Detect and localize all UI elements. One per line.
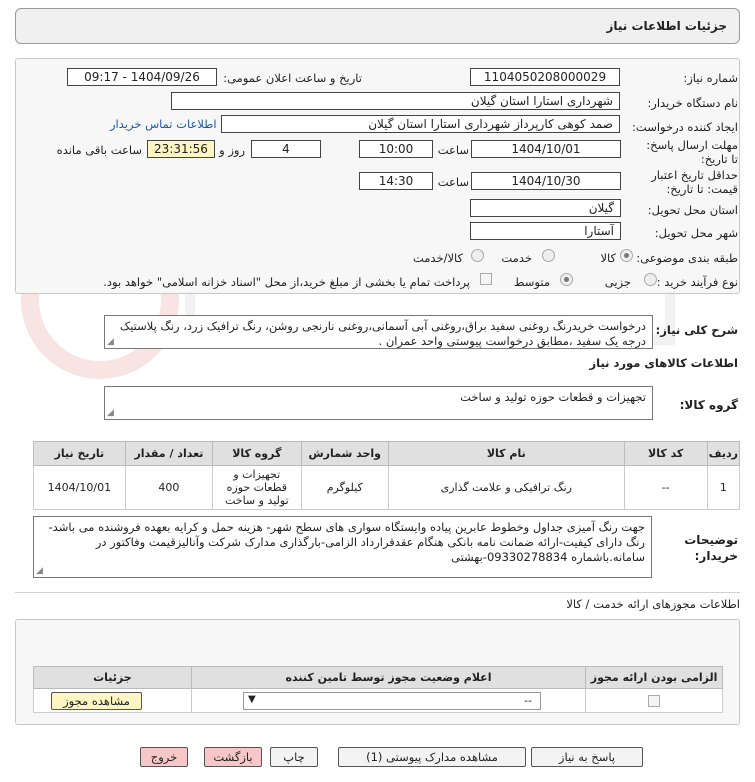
days-label: روز و: [219, 143, 245, 157]
col-name: نام کالا: [389, 442, 625, 466]
attachments-button[interactable]: مشاهده مدارک پیوستی (1): [338, 747, 526, 767]
remaining-label: ساعت باقی مانده: [56, 143, 142, 157]
col-required: الزامی بودن ارائه مجوز: [586, 667, 723, 689]
province-label: استان محل تحویل:: [647, 203, 738, 217]
col-group: گروه کالا: [213, 442, 301, 466]
print-button[interactable]: چاپ: [270, 747, 318, 767]
respond-button[interactable]: پاسخ به نیاز: [531, 747, 643, 767]
validity-date-field: 1404/10/30: [471, 172, 621, 190]
need-number-label: شماره نیاز:: [683, 71, 738, 85]
announce-datetime-field: 1404/09/26 - 09:17: [67, 68, 217, 86]
resize-grip-icon: ◢: [107, 337, 114, 347]
col-qty: تعداد / مقدار: [125, 442, 212, 466]
cell-group: تجهیزات و قطعات حوزه تولید و ساخت: [213, 466, 301, 510]
cell-row: 1: [707, 466, 739, 510]
col-date: تاریخ نیاز: [34, 442, 126, 466]
required-checkbox: [648, 695, 660, 707]
cell-name: رنگ ترافیکی و علامت گذاری: [389, 466, 625, 510]
page-title: جزئیات اطلاعات نیاز: [606, 19, 727, 33]
licenses-table-header: [34, 667, 723, 689]
back-button[interactable]: بازگشت: [204, 747, 262, 767]
buyer-org-field: شهرداری استارا استان گیلان: [171, 92, 620, 110]
contact-buyer-link[interactable]: اطلاعات تماس خریدار: [110, 117, 217, 131]
validity-time-label: ساعت: [437, 175, 469, 189]
buyer-notes-textarea: [33, 516, 652, 578]
min-validity-label: حداقل تاریخ اعتبار قیمت: تا تاریخ:: [651, 168, 738, 196]
cell-code: --: [624, 466, 707, 510]
category-radio-goods[interactable]: [620, 249, 633, 262]
cell-unit: کیلوگرم: [301, 466, 388, 510]
license-status-select[interactable]: [243, 692, 541, 710]
buyer-notes-label: توضیحات خریدار:: [684, 533, 738, 563]
validity-time-field: 14:30: [359, 172, 433, 190]
treasury-checkbox[interactable]: [480, 273, 492, 285]
col-unit: واحد شمارش: [301, 442, 388, 466]
need-number-field: 1104050208000029: [470, 68, 620, 86]
goods-group-textarea: [104, 386, 653, 420]
category-goods-label: کالا: [600, 251, 616, 265]
description-textarea: [104, 315, 653, 349]
creator-field: صمد کوهی کارپرداز شهرداری استارا استان گیلان: [221, 115, 620, 133]
process-radio-minor[interactable]: [644, 273, 657, 286]
buyer-notes-text: جهت رنگ آمیزی جداول وخطوط عابرین پیاده وایستگاه سواری های سطح شهر- هزینه حمل و کرایه بعهده فروشنده می باشد-رنگ دارای کیفیت-ارائه ضمانت نامه بانکی هنگام عقدقرارداد الزامی-بارگذاری مدارک شرکت وآنالیزقیمت وفاکتور در سامانه.باشماره 09330278834-بهشتی: [48, 520, 645, 564]
province-field: گیلان: [470, 199, 621, 217]
resize-grip-icon: ◢: [107, 408, 114, 418]
treasury-note: پرداخت تمام یا بخشی از مبلغ خرید،از محل "اسناد خزانه اسلامی" خواهد بود.: [103, 275, 470, 289]
deadline-time-field: 10:00: [359, 140, 433, 158]
page-header: [15, 8, 740, 44]
announce-label: تاریخ و ساعت اعلان عمومی:: [223, 71, 362, 85]
creator-label: ایجاد کننده درخواست:: [632, 120, 738, 134]
cell-qty: 400: [125, 466, 212, 510]
items-table: [33, 441, 740, 510]
licenses-title: اطلاعات مجوزهای ارائه خدمت / کالا: [566, 597, 740, 611]
city-field: آستارا: [470, 222, 621, 240]
col-row: ردیف: [707, 442, 739, 466]
resize-grip-icon: ◢: [36, 566, 43, 576]
category-label: طبقه بندی موضوعی:: [636, 251, 738, 265]
chevron-down-icon: ▼: [248, 694, 256, 705]
col-code: کد کالا: [624, 442, 707, 466]
cell-date: 1404/10/01: [34, 466, 126, 510]
description-label: شرح کلی نیاز:: [655, 323, 738, 337]
buyer-org-label: نام دستگاه خریدار:: [647, 96, 738, 110]
goods-group-label: گروه کالا:: [679, 398, 738, 412]
divider: [15, 592, 740, 593]
process-radio-medium[interactable]: [560, 273, 573, 286]
process-medium-label: متوسط: [513, 275, 550, 289]
days-field: 4: [251, 140, 321, 158]
category-service-label: خدمت: [501, 251, 532, 265]
view-license-button[interactable]: مشاهده مجوز: [51, 692, 142, 710]
process-minor-label: جزیی: [604, 275, 631, 289]
table-row: [34, 466, 740, 510]
city-label: شهر محل تحویل:: [654, 226, 738, 240]
category-radio-service[interactable]: [542, 249, 555, 262]
remaining-time-field: 23:31:56: [147, 140, 215, 158]
goods-group-text: تجهیزات و قطعات حوزه تولید و ساخت: [460, 390, 646, 404]
col-details: جزئیات: [34, 667, 192, 689]
category-radio-both[interactable]: [471, 249, 484, 262]
license-status-value: --: [524, 694, 532, 707]
description-text: درخواست خریدرنگ روغنی سفید براق،روغنی آبی آسمانی،روغنی نارنجی روشن، رنگ ترافیک زرد، رنگ پلاستیک درجه یک سفید ،مطابق درخواست پیوستی واحد عمران .: [119, 319, 646, 348]
process-label: نوع فرآیند خرید :: [656, 275, 738, 289]
col-status: اعلام وضعیت مجوز توسط تامین کننده: [191, 667, 585, 689]
deadline-time-label: ساعت: [437, 143, 469, 157]
cell-required: [586, 689, 723, 713]
deadline-label: مهلت ارسال پاسخ: تا تاریخ:: [646, 138, 738, 166]
items-table-header: [34, 442, 740, 466]
category-both-label: کالا/خدمت: [412, 251, 463, 265]
deadline-date-field: 1404/10/01: [471, 140, 621, 158]
exit-button[interactable]: خروج: [140, 747, 188, 767]
goods-info-title: اطلاعات کالاهای مورد نیاز: [589, 356, 738, 370]
